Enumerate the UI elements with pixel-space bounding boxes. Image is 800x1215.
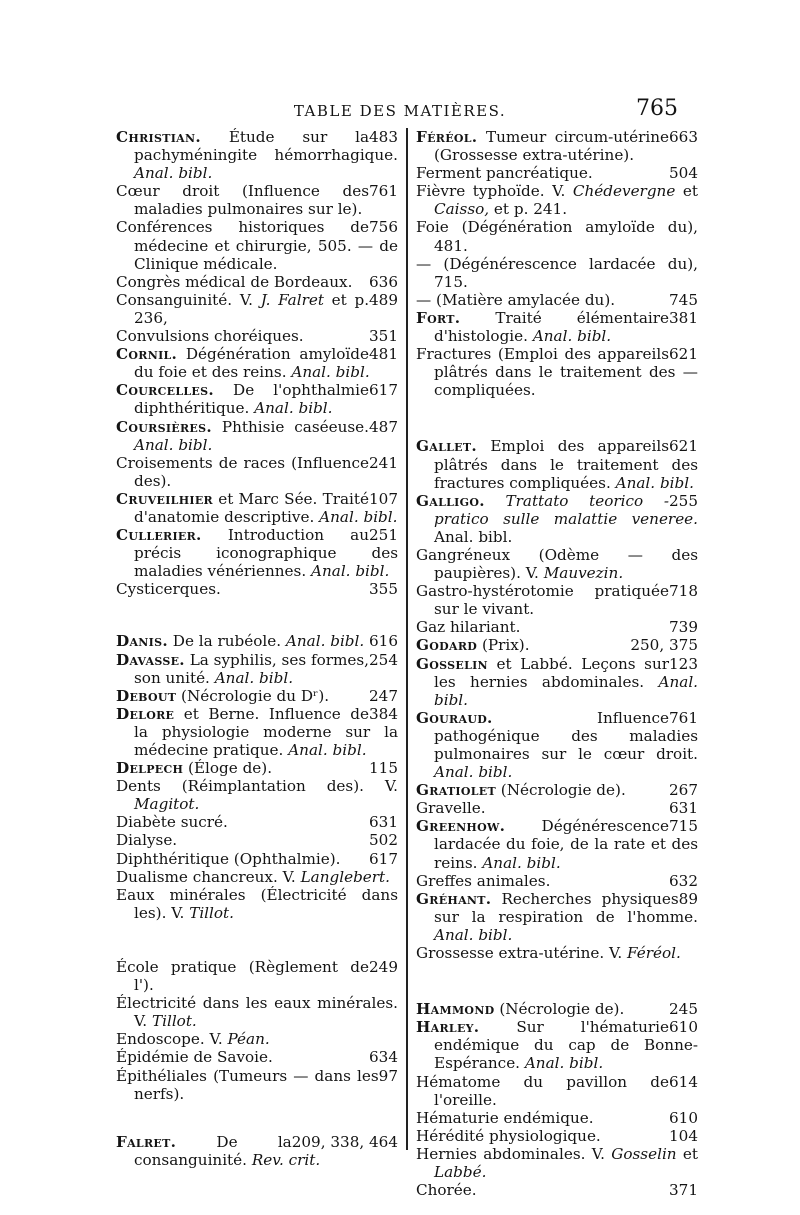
- index-entry: [416, 492, 698, 546]
- entry-text: Phthisie caséeuse.: [221, 417, 370, 436]
- entry-author-name: Gréhant.: [416, 889, 492, 908]
- index-group-e: [116, 958, 398, 1103]
- index-entry: [416, 817, 698, 871]
- entry-page-numbers: 489: [369, 290, 398, 309]
- index-entry: [416, 1018, 698, 1072]
- index-entry: [116, 1030, 398, 1048]
- entry-author-name: Godard: [416, 636, 478, 655]
- index-entry: [416, 1127, 698, 1145]
- entry-text: — (Dégénérescence lardacée du), 715.: [416, 254, 698, 291]
- entry-page-numbers: 610: [669, 1018, 698, 1037]
- entry-page-numbers: 631: [669, 799, 698, 818]
- entry-page-numbers: 631: [369, 813, 398, 832]
- entry-page-numbers: 718: [669, 582, 698, 601]
- entry-page-numbers: 761: [369, 182, 398, 201]
- entry-text: et Berne. Influence de la physiologie moderne sur la médecine pratique.: [134, 704, 398, 759]
- index-entry: [116, 526, 398, 580]
- entry-author-name: Galligo.: [416, 491, 485, 510]
- index-group-d: [116, 632, 398, 922]
- entry-page-numbers: 355: [369, 580, 398, 599]
- entry-page-numbers: 761: [669, 708, 698, 727]
- index-entry: [416, 709, 698, 781]
- entry-page-numbers: 250, 375: [630, 636, 698, 655]
- group-gap: [116, 598, 398, 632]
- entry-page-numbers: 251: [369, 526, 398, 545]
- index-entry: [116, 868, 398, 886]
- entry-author-name: Gratiolet: [416, 781, 496, 800]
- entry-text: Conférences historiques de médecine et chirurgie, 505. — de Clinique médicale.: [116, 218, 398, 273]
- entry-author-name: Féréol.: [416, 128, 478, 146]
- entry-text: (Nécrologie de).: [499, 1000, 625, 1019]
- entry-text: La syphilis, ses formes, son unité.: [134, 650, 370, 687]
- entry-italic-ref: Trattato teorico - pratico sulle malattie veneree.: [434, 491, 698, 528]
- entry-italic-ref: Caisso,: [434, 200, 490, 219]
- entry-italic-ref: Anal. bibl.: [434, 925, 513, 944]
- entry-text-tail: et p. 241.: [493, 200, 568, 219]
- index-group-h: [416, 1000, 698, 1199]
- entry-text: — (Matière amylacée du).: [416, 290, 616, 309]
- entry-text: Emploi des appareils plâtrés dans le traitement des fractures compliquées.: [434, 437, 698, 492]
- entry-text: Dégénérescence lardacée du foie, de la rate et des reins.: [434, 817, 698, 872]
- entry-text: et Labbé. Leçons sur les hernies abdominales.: [434, 654, 670, 691]
- entry-text: Épithéliales (Tumeurs — dans les nerfs).: [116, 1066, 379, 1103]
- entry-text-tail: et p. 236,: [134, 290, 370, 327]
- entry-author-name: Gallet.: [416, 437, 477, 456]
- entry-text: Dégénération amyloïde du foie et des reins.: [134, 345, 369, 382]
- index-entry: [116, 490, 398, 526]
- index-entry: [416, 872, 698, 890]
- entry-page-numbers: 267: [669, 781, 698, 800]
- entry-italic-ref: Anal. bibl.: [532, 327, 612, 346]
- index-entry: [416, 345, 698, 399]
- entry-author-name: Cullerier.: [116, 526, 202, 545]
- index-entry: [116, 687, 398, 705]
- entry-italic-ref: Anal. bibl.: [524, 1054, 604, 1073]
- entry-italic-ref: Anal. bibl.: [254, 399, 333, 418]
- entry-author-name: Danis.: [116, 632, 168, 651]
- entry-author-name: Delpech: [116, 759, 184, 778]
- entry-page-numbers: 634: [369, 1048, 398, 1067]
- entry-italic-ref: Féréol.: [627, 944, 681, 963]
- entry-text: (Prix).: [481, 636, 530, 655]
- column-divider: [406, 128, 408, 1150]
- entry-italic-ref: Anal. bibl.: [214, 668, 294, 687]
- entry-page-numbers: 107: [369, 489, 398, 508]
- entry-text: Convulsions choréiques.: [116, 327, 304, 346]
- entry-text: Étude sur la pachyméningite hémorrhagique.: [134, 128, 398, 165]
- entry-text: Électricité dans les eaux minérales. V.: [116, 994, 398, 1031]
- index-entry: [116, 580, 398, 598]
- entry-text: Tumeur circum-utérine (Grossesse extra-utérine).: [434, 128, 670, 165]
- entry-italic-ref: Anal. bibl.: [319, 507, 398, 526]
- entry-text: École pratique (Règlement de l').: [116, 957, 369, 995]
- entry-text: Épidémie de Savoie.: [116, 1048, 273, 1067]
- entry-italic-ref: Anal. bibl.: [434, 672, 699, 709]
- index-entry: [116, 651, 398, 687]
- entry-text: Cysticerques.: [116, 580, 221, 599]
- entry-page-numbers: 487: [369, 417, 398, 436]
- entry-text: Greffes animales.: [416, 871, 551, 890]
- entry-text: Traité élémentaire d'histologie.: [434, 308, 669, 346]
- entry-page-numbers: 663: [669, 128, 698, 146]
- entry-page-numbers: 715: [669, 817, 698, 836]
- entry-text: Dualisme chancreux. V.: [116, 867, 296, 886]
- index-entry: [416, 1181, 698, 1199]
- entry-text: Croisements de races (Influence des).: [116, 453, 369, 490]
- entry-italic-ref: Anal. bibl.: [291, 363, 370, 382]
- index-entry: [116, 273, 398, 291]
- entry-author-name: Hammond: [416, 1000, 495, 1019]
- entry-text: Diphthéritique (Ophthalmie).: [116, 849, 341, 868]
- entry-text: (Nécrologie du Dʳ).: [181, 686, 330, 705]
- entry-page-numbers: 97: [378, 1066, 398, 1085]
- index-group-f: [116, 1133, 398, 1169]
- entry-text: (Nécrologie de).: [500, 781, 626, 800]
- entry-author-name: Greenhow.: [416, 817, 506, 836]
- index-entry: [116, 345, 398, 381]
- entry-text: Grossesse extra-utérine. V.: [416, 944, 623, 963]
- entry-page-numbers: 617: [369, 849, 398, 868]
- entry-italic-ref: Labbé.: [434, 1162, 487, 1181]
- entry-author-name: Harley.: [416, 1018, 480, 1037]
- entry-italic-ref: Anal. bibl.: [134, 435, 213, 454]
- entry-italic-ref: Anal. bibl.: [134, 164, 213, 183]
- index-entry: [416, 1145, 698, 1181]
- entry-text: (Éloge de).: [188, 759, 273, 778]
- index-entry: [416, 437, 698, 491]
- entry-page-numbers: 739: [669, 618, 698, 637]
- entry-italic-ref: Anal. bibl.: [285, 632, 365, 651]
- index-entry: [416, 618, 698, 636]
- index-entry: [116, 632, 398, 650]
- entry-text: Congrès médical de Bordeaux.: [116, 272, 353, 291]
- entry-page-numbers: 621: [669, 437, 698, 456]
- entry-italic-ref: Gosselin: [611, 1144, 677, 1163]
- entry-page-numbers: 616: [369, 632, 398, 651]
- index-entry: [116, 705, 398, 759]
- index-entry: [116, 850, 398, 868]
- entry-page-numbers: 610: [669, 1108, 698, 1127]
- entry-text: Sur l'hématurie endémique du cap de Bonne-Espérance.: [434, 1018, 698, 1073]
- entry-page-numbers: 756: [369, 218, 398, 237]
- entry-italic-ref: Péan.: [227, 1030, 270, 1049]
- entry-author-name: Debout: [116, 686, 177, 705]
- entry-page-numbers: 241: [369, 453, 398, 472]
- group-gap: [416, 399, 698, 437]
- entry-page-numbers: 115: [369, 759, 398, 778]
- entry-text-tail: Anal. bibl.: [434, 527, 513, 546]
- entry-page-numbers: 247: [369, 686, 398, 705]
- right-column: [416, 128, 698, 1199]
- entry-page-numbers: 504: [669, 164, 698, 183]
- entry-author-name: Cruveilhier: [116, 489, 213, 508]
- entry-text: Fractures (Emploi des appareils plâtrés dans le traitement des — compliquées.: [416, 345, 698, 400]
- entry-page-numbers: 254: [369, 650, 398, 669]
- index-entry: [116, 327, 398, 345]
- entry-italic-ref: Chédevergne: [572, 182, 676, 201]
- index-entry: [116, 994, 398, 1030]
- entry-page-numbers: 483: [369, 128, 398, 146]
- index-entry: [416, 1109, 698, 1127]
- index-entry: [416, 546, 698, 582]
- entry-page-numbers: 351: [369, 327, 398, 346]
- entry-page-numbers: 384: [369, 704, 398, 723]
- entry-text-tail: et: [682, 1144, 699, 1163]
- entry-italic-ref: Anal. bibl.: [288, 741, 367, 759]
- index-entry: [416, 164, 698, 182]
- entry-text: Chorée.: [416, 1181, 477, 1200]
- entry-text: Influence pathogénique des maladies pulmonaires sur le cœur droit.: [434, 708, 698, 763]
- entry-italic-ref: Langlebert.: [300, 867, 390, 886]
- index-entry: [116, 291, 398, 327]
- entry-italic-ref: Anal. bibl.: [615, 473, 694, 492]
- index-group-c: [116, 128, 398, 598]
- entry-page-numbers: 745: [669, 290, 698, 309]
- index-entry: [416, 1000, 698, 1018]
- index-entry: [416, 255, 698, 291]
- entry-text: Consanguinité. V.: [116, 290, 253, 309]
- entry-italic-ref: Tillot.: [151, 1012, 197, 1031]
- group-gap: [416, 962, 698, 1000]
- entry-text: Dialyse.: [116, 831, 178, 850]
- entry-text: et Marc Sée. Traité d'anatomie descriptive.: [134, 489, 369, 526]
- index-entry: [416, 799, 698, 817]
- index-entry: [116, 454, 398, 490]
- entry-text: Recherches physiques sur la respiration de l'homme.: [434, 889, 698, 926]
- entry-author-name: Davasse.: [116, 650, 185, 669]
- index-entry: [116, 813, 398, 831]
- entry-page-numbers: 89: [678, 889, 698, 908]
- entry-page-numbers: 371: [669, 1181, 698, 1200]
- running-header: TABLE DES MATIÈRES.: [293, 102, 507, 120]
- entry-author-name: Falret.: [116, 1132, 177, 1151]
- index-group-f2: [416, 128, 698, 399]
- entry-author-name: Fort.: [416, 308, 461, 327]
- entry-page-numbers: 255: [669, 491, 698, 510]
- entry-text: De la rubéole.: [172, 632, 282, 651]
- entry-italic-ref: Anal. bibl.: [482, 853, 561, 872]
- entry-author-name: Cornil.: [116, 345, 178, 364]
- index-entry: [416, 128, 698, 164]
- entry-italic-ref: Anal. bibl.: [434, 763, 513, 782]
- entry-text: Gastro-hystérotomie pratiquée sur le vivant.: [416, 582, 669, 619]
- index-entry: [116, 128, 398, 182]
- group-gap: [116, 1103, 398, 1133]
- entry-text: Ferment pancréatique.: [416, 164, 593, 183]
- entry-italic-ref: Magitot.: [134, 795, 200, 814]
- entry-page-numbers: 123: [669, 654, 698, 673]
- entry-page-numbers: 249: [369, 957, 398, 976]
- entry-text: Endoscope. V.: [116, 1030, 223, 1049]
- entry-text: Hérédité physiologique.: [416, 1126, 601, 1145]
- index-entry: [416, 781, 698, 799]
- entry-author-name: Gosselin: [416, 654, 488, 673]
- index-entry: [116, 1048, 398, 1066]
- index-entry: [416, 182, 698, 218]
- entry-page-numbers: 636: [369, 272, 398, 291]
- entry-italic-ref: J. Falret: [260, 290, 324, 309]
- entry-text: De la consanguinité.: [134, 1132, 292, 1169]
- entry-italic-ref: Tillot.: [189, 903, 234, 922]
- index-entry: [416, 636, 698, 654]
- index-entry: [116, 182, 398, 218]
- entry-author-name: Gouraud.: [416, 708, 493, 727]
- left-column: [116, 128, 398, 1169]
- entry-italic-ref: Rev. crit.: [251, 1150, 321, 1169]
- index-entry: [116, 1133, 398, 1169]
- index-entry: [116, 958, 398, 994]
- index-entry: [116, 218, 398, 272]
- entry-author-name: Coursières.: [116, 417, 212, 436]
- entry-page-numbers: 104: [669, 1126, 698, 1145]
- entry-text: Cœur droit (Influence des maladies pulmonaires sur le).: [116, 182, 369, 219]
- entry-page-numbers: 502: [369, 831, 398, 850]
- index-entry: [116, 381, 398, 417]
- index-entry: [416, 655, 698, 709]
- entry-text: Introduction au précis iconographique des maladies vénériennes.: [134, 526, 398, 581]
- entry-author-name: Christian.: [116, 128, 201, 146]
- group-gap: [116, 922, 398, 958]
- index-entry: [116, 418, 398, 454]
- index-entry: [416, 309, 698, 345]
- entry-text: Hématurie endémique.: [416, 1108, 594, 1127]
- index-entry: [416, 944, 698, 962]
- index-entry: [116, 886, 398, 922]
- entry-text: Dents (Réimplantation des). V.: [116, 777, 398, 796]
- entry-page-numbers: 245: [669, 1000, 698, 1019]
- entry-text: Gangréneux (Odème — des paupières). V.: [416, 545, 698, 583]
- index-entry: [116, 831, 398, 849]
- entry-text: Gaz hilariant.: [416, 618, 521, 637]
- index-entry: [416, 890, 698, 944]
- index-entry: [116, 759, 398, 777]
- entry-text: Foie (Dégénération amyloïde du), 481.: [416, 218, 698, 255]
- entry-page-numbers: 614: [669, 1072, 698, 1091]
- entry-text: Hématome du pavillon de l'oreille.: [416, 1072, 669, 1109]
- index-entry: [416, 1073, 698, 1109]
- index-entry: [416, 291, 698, 309]
- index-entry: [416, 582, 698, 618]
- index-entry: [116, 1067, 398, 1103]
- entry-author-name: Delore: [116, 704, 175, 723]
- entry-italic-ref: Mauvezin.: [543, 564, 624, 583]
- entry-page-numbers: 621: [669, 345, 698, 364]
- entry-page-numbers: 481: [369, 345, 398, 364]
- entry-text: Hernies abdominales. V.: [416, 1144, 605, 1163]
- page-number: 765: [636, 96, 678, 121]
- index-group-g: [416, 437, 698, 962]
- entry-text: Eaux minérales (Électricité dans les). V.: [116, 885, 398, 922]
- entry-text: De l'ophthalmie diphthéritique.: [134, 381, 370, 418]
- index-entry: [416, 218, 698, 254]
- entry-page-numbers: 617: [369, 381, 398, 400]
- entry-text-tail: et: [682, 182, 699, 201]
- entry-author-name: Courcelles.: [116, 381, 214, 400]
- entry-italic-ref: Anal. bibl.: [311, 562, 390, 581]
- entry-text: Gravelle.: [416, 799, 486, 818]
- index-entry: [116, 777, 398, 813]
- entry-page-numbers: 632: [669, 871, 698, 890]
- entry-text: Fièvre typhoïde. V.: [416, 182, 566, 201]
- entry-page-numbers: 381: [669, 308, 698, 327]
- entry-text: Diabète sucré.: [116, 813, 228, 832]
- entry-page-numbers: 209, 338, 464: [291, 1132, 398, 1151]
